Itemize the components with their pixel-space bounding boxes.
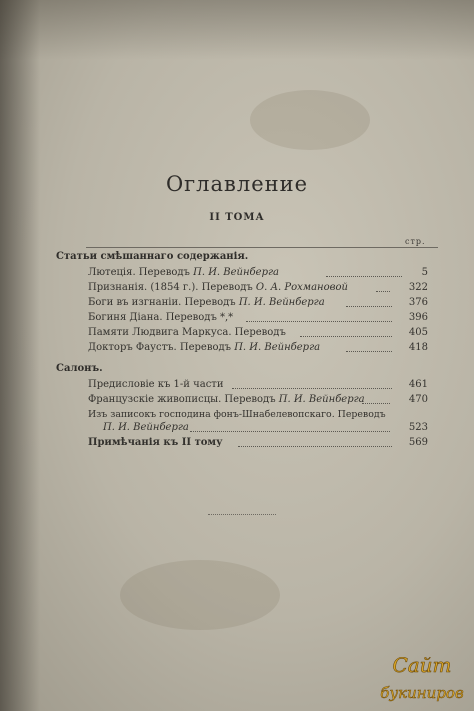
entry-text: Богиня Діана. Переводъ *,*	[88, 312, 234, 323]
toc-entry	[0, 267, 474, 281]
notes-page: 569	[408, 437, 428, 448]
entry-page: 396	[408, 312, 428, 323]
entry-page: 418	[408, 342, 428, 353]
toc-entry	[0, 282, 474, 296]
notes-text: Примѣчанія къ II тому	[88, 437, 223, 448]
toc-entry	[0, 342, 474, 356]
toc-entry	[0, 312, 474, 326]
leader-dots	[346, 350, 392, 352]
entry-translator: П. И. Вейнберга	[234, 342, 321, 353]
leader-dots	[238, 445, 392, 447]
toc-entry-notes	[0, 437, 474, 451]
leader-dots	[300, 335, 392, 337]
entry-text: Изъ записокъ господина фонъ-Шнабелевопскаго. Переводъ	[88, 409, 386, 420]
leader-dots	[376, 290, 390, 292]
paper-stain	[120, 560, 280, 630]
page-top-shadow	[0, 0, 474, 60]
entry-text: Памяти Людвига Маркуса. Переводъ	[88, 327, 286, 338]
toc-volume: II ТОМА	[209, 212, 265, 223]
toc-entry	[0, 327, 474, 341]
leader-dots	[232, 387, 392, 389]
entry-page: 523	[408, 422, 428, 433]
toc-entry	[0, 379, 474, 393]
entry-translator: О. А. Рохмановой	[255, 282, 348, 293]
entry-text: Французскіе живописцы. Переводъ	[88, 394, 279, 405]
watermark-line1: Сайт	[392, 653, 452, 677]
entry-page: 376	[408, 297, 428, 308]
entry-page: 470	[408, 394, 428, 405]
entry-translator: П. И. Вейнберга	[278, 394, 365, 405]
end-ornament	[208, 514, 276, 519]
entry-translator: П. И. Вейнберга	[103, 422, 189, 433]
header-rule	[86, 247, 438, 248]
entry-translator: П. И. Вейнберга	[238, 297, 325, 308]
watermark-line2: букиниров	[380, 684, 464, 702]
section-title-articles: Статьи смѣшаннаго содержанія.	[56, 251, 249, 262]
entry-text: Признанія. (1854 г.). Переводъ	[88, 282, 256, 293]
entry-page: 405	[408, 327, 428, 338]
entry-translator: П. И. Вейнберга	[193, 267, 279, 278]
section-title-salon: Салонъ.	[56, 363, 103, 374]
entry-page: 322	[408, 282, 428, 293]
paper-stain	[250, 90, 370, 150]
toc-entry	[0, 394, 474, 408]
leader-dots	[326, 275, 402, 277]
leader-dots	[246, 320, 392, 322]
toc-title: Оглавление	[165, 172, 309, 196]
entry-text: Боги въ изгнаніи. Переводъ	[88, 297, 239, 308]
entry-text: Предисловіе къ 1-й части	[88, 379, 224, 390]
site-watermark-logo	[374, 648, 470, 706]
leader-dots	[190, 430, 390, 432]
entry-page: 461	[408, 379, 428, 390]
entry-text: Докторъ Фаустъ. Переводъ	[88, 342, 235, 353]
leader-dots	[346, 305, 392, 307]
toc-entry	[0, 409, 474, 423]
entry-text: Лютеція. Переводъ	[88, 267, 194, 278]
page-column-label: стр.	[405, 237, 426, 246]
toc-entry	[0, 297, 474, 311]
toc-entry	[0, 422, 474, 436]
entry-page: 5	[421, 267, 428, 278]
leader-dots	[362, 402, 390, 404]
